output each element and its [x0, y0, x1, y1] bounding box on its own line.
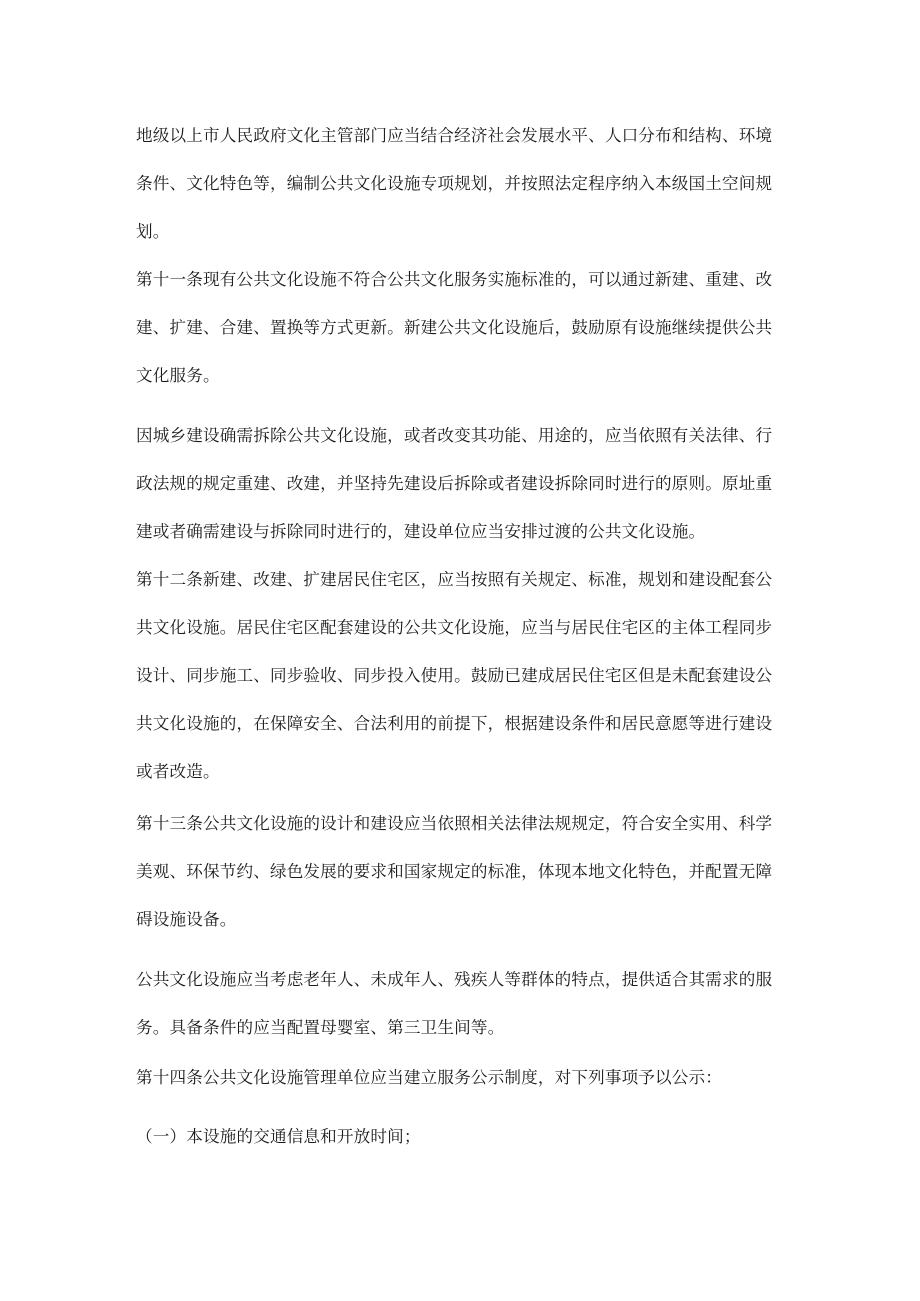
paragraph-line: 第十四条公共文化设施管理单位应当建立服务公示制度，对下列事项予以公示： — [136, 1068, 723, 1087]
paragraph-line: 建、扩建、合建、置换等方式更新。新建公共文化设施后，鼓励原有设施继续提供公共 — [136, 318, 773, 337]
paragraph-line: 文化服务。 — [136, 366, 220, 385]
paragraph-line: 建或者确需建设与拆除同时进行的，建设单位应当安排过渡的公共文化设施。 — [136, 522, 706, 541]
paragraph-line: 公共文化设施应当考虑老年人、未成年人、残疾人等群体的特点，提供适合其需求的服 — [136, 970, 773, 989]
paragraph-line: 划。 — [136, 222, 170, 241]
paragraph-line: 因城乡建设确需拆除公共文化设施，或者改变其功能、用途的，应当依照有关法律、行 — [136, 426, 773, 445]
paragraph-line: 设计、同步施工、同步验收、同步投入使用。鼓励已建成居民住宅区但是未配套建设公 — [136, 666, 773, 685]
paragraph-line: 第十一条现有公共文化设施不符合公共文化服务实施标准的，可以通过新建、重建、改 — [136, 270, 773, 289]
paragraph-line: 地级以上市人民政府文化主管部门应当结合经济社会发展水平、人口分布和结构、环境 — [136, 126, 773, 145]
paragraph-line: 美观、环保节约、绿色发展的要求和国家规定的标准，体现本地文化特色，并配置无障 — [136, 862, 773, 881]
paragraph-line: 第十二条新建、改建、扩建居民住宅区，应当按照有关规定、标准，规划和建设配套公 — [136, 570, 773, 589]
paragraph-line: 政法规的规定重建、改建，并坚持先建设后拆除或者建设拆除同时进行的原则。原址重 — [136, 474, 773, 493]
list-item: （一）本设施的交通信息和开放时间； — [136, 1127, 421, 1146]
paragraph-line: 碍设施设备。 — [136, 910, 237, 929]
paragraph-line: 共文化设施的，在保障安全、合法利用的前提下，根据建设条件和居民意愿等进行建设 — [136, 714, 773, 733]
paragraph-line: 或者改造。 — [136, 762, 220, 781]
paragraph-line: 共文化设施。居民住宅区配套建设的公共文化设施，应当与居民住宅区的主体工程同步 — [136, 618, 773, 637]
paragraph-line: 条件、文化特色等，编制公共文化设施专项规划，并按照法定程序纳入本级国土空间规 — [136, 174, 773, 193]
paragraph-line: 务。具备条件的应当配置母婴室、第三卫生间等。 — [136, 1018, 505, 1037]
paragraph-line: 第十三条公共文化设施的设计和建设应当依照相关法律法规规定，符合安全实用、科学 — [136, 814, 773, 833]
